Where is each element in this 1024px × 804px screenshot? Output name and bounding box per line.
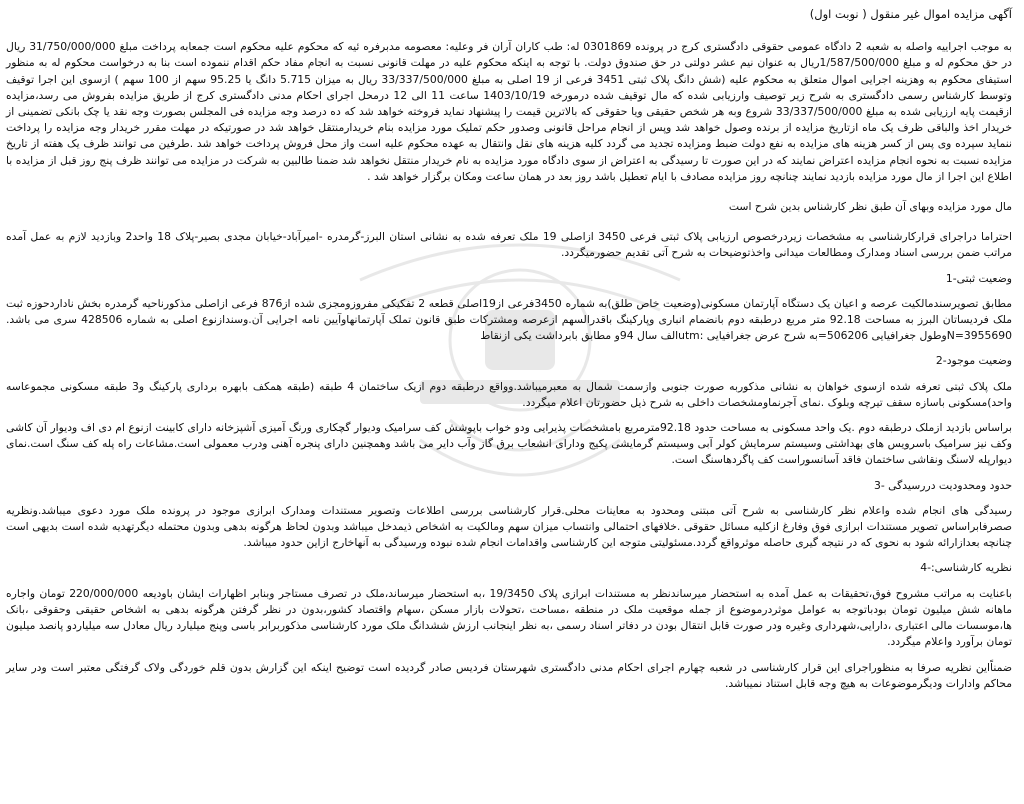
report-intro-paragraph: احتراما دراجرای قرارکارشناسی به مشخصات زیردرخصوص ارزیابی پلاک ثبتی فرعی 3450 ازاصلی 19 ملک تعرفه شده به نشانی استان البرز-گرمدره -امیرآباد-خیابان مجدی بصیر-پلاک 18 واحد2 وبازدید لازم به عمل آمده مراتب ضمن بررسی اسناد ومدارک ومطالعات میدانی واخذتوضیحات به شرح آتی تقدیم حضورمیگردد. <box>6 230 1012 260</box>
section-heading-expert-opinion: نظریه کارشناسی:-4 <box>920 561 1012 575</box>
intro-paragraph: به موجب اجراییه واصله به شعبه 2 دادگاه عمومی حقوقی دادگستری کرج در پرونده 0301869 له: طب کاران آران فر وعلیه: معصومه مدبرفره ئیه که محکوم علیه محکوم است جمعابه پرداخت مبلغ 31/750/000/000 ریال در حق محکوم له و مبلغ 1/587/500/000ریال به عنوان نیم عشر دولتی در حق صندوق دولت. با توجه به اینکه محکوم علیه در مهلت قانونی نسبت به انجام مفاد حکم اقدام ننموده است بنا به درخواست محکوم له به منظور استیفای محکوم به وهزینه اجرایی اموال متعلق به محکوم علیه (شش دانگ پلاک ثبتی 3451 فرعی از 19 اصلی به مبلغ 33/337/500/000 ریال به میزان 5.715 دانگ یا 95.25 سهم از 100 سهم ) ازسوی این اجرا توقیف وتوسط کارشناس رسمی دادگستری به شرح زیر توصیف وارزیابی شده که مال توقیف شده درمورخه 1403/10/19 ساعت 11 الی 12 درمحل اجرای احکام مدنی دادگستری کرج از طریق مزایده بفروش می رسد،مزایده ازقیمت پایه ارزیابی شده به مبلغ 33/337/500/000 شروع وبه هر شخص حقیقی ویا حقوقی که بالاترین قیمت را پیشنهاد نماید فروخته خواهد شد که ده درصد وجه مزایده فی المجلس بصورت وجه نقد یا چک بانکی تضمینی از خریدار اخذ والباقی ظرف یک ماه ازتاریخ مزایده از برنده وصول خواهد شد وپس از انجام مراحل قانونی وصدور حکم تملیک مورد مزایده بنام خریدارمنتقل خواهد شد در صورتیکه در مهلت مقرر خریدار وجه مزایده را پرداخت ننماید سپرده وی پس از کسر هزینه های مزایده به نفع دولت ضبط ومزایده تجدید می گردد کلیه هزینه های نقل وانتقال به عهده محکوم علیه است واز محل فروش پرداخت خواهد شد .طرفین می توانند ظرف یک هفته از تاریخ مزایده نسبت به نحوه انجام مزایده اعتراض نمایند که در این صورت تا رسیدگی به اعتراض از سوی دادگاه مورد مزایده به نام خریدار منتقل نخواهد شد ضمنا طالبین به شرکت در مزایده می توانند ظرف پنج روز قبل از مزایده با اطلاع این اجرا از مال مورد مزایده بازدید نمایند چنانچه روز مزایده مصادف با ایام تعطیل باشد روز بعد در همان ساعت ومکان برگزار خواهد شد . <box>6 40 1012 183</box>
section-heading-current-status: وضعیت موجود-2 <box>935 354 1012 368</box>
document-title: آگهی مزایده اموال غیر منقول ( نوبت اول) <box>809 7 1012 21</box>
items-heading: مال مورد مزایده وبهای آن طبق نظر کارشناس بدین شرح است <box>728 200 1012 214</box>
section-paragraph-current-status: ملک پلاک ثبتی تعرفه شده ازسوی خواهان به نشانی مذکوربه صورت جنوبی وازسمت شمال به معبرمیباشد.وواقع درطبقه دوم ازیک ساختمان 4 طبقه (طبقه همکف بابهره برداری پارکینگ و3 طبقه مسکونی مجموعاسه واحد)مسکونی باسازه سقف تیرچه وبلوک .نمای آجرنماومشخصات داخلی به شرح ذیل حضورتان اعلام میگردد. <box>6 379 1012 409</box>
section-paragraph-inspection: براساس بازدید ازملک درطبقه دوم .یک واحد مسکونی به مساحت حدود 92.18مترمربع بامشخصات پذیرایی ودو خواب باپوشش کف سرامیک ودیوار گچکاری ورنگ آمیزی آشپزخانه دارای کابینت ازنوع ام دی اف ودیوار آن کاشی وکف نیز سرامیک باسرویس های بهداشتی وسیستم سرمایش کولر آبی وسیستم گرمایشی پکیج ودارای انشعاب برق گاز وآب دایر می باشد وهمچنین دارای پنجره آهنی ودرب معمولی است.مشاعات راه پله کف سنگ است.نمای دیوارپله لاسنگ ونقاشی ساختمان فاقد آسانسوراست کف پاگردهاسنگ است. <box>6 421 1012 467</box>
section-paragraph-validity-note: ضمناًاین نظریه صرفا به منظوراجرای این قرار کارشناسی در شعبه چهارم اجرای احکام مدنی دادگستری شهرستان فردیس صادر گردیده است توضیح اینکه این گزارش بدون قلم خوردگی ولاک گرفتگی معتبر است ودر سایر محاکم وادارات ودیگرموضوعات به هیچ وجه قابل استناد نمیباشد. <box>6 660 1012 690</box>
section-paragraph-registration: مطابق تصویرسندمالکیت عرصه و اعیان یک دستگاه آپارتمان مسکونی(وضعیت خاص طلق)به شماره 3450فرعی از19اصلی قطعه 2 تفکیکی مفروزومجزی شده از876 فرعی ازاصلی مذکورناحیه گرمدره بخش ناداردحوزه ثبت ملک فردیساتان البرز به مساحت 92.18 متر مربع درطبقه دوم بانضمام انباری وپارکینگ باقدرالسهم ازعرصه ومشترکات طبق قانون تملک آپارتمانهاوآیین نامه اجرایی آن.وسندازنوع اصلی به شماره 428506 سری می باشد. N=3955690وطول جغرافیایی 506206=به شرح عرض جغرافیایی :utmالف سال 94و مطابق بابرداشت یکی ازنقاط <box>6 296 1013 343</box>
section-paragraph-expert-opinion: باعنایت به مراتب مشروح فوق،تحقیقات به عمل آمده به استحضار میرساندنظر به مستندات ابرازی پلاک 19/3450 ،به استحضار میرساند،ملک در تصرف مستاجر وبنابر اظهارات ایشان باودیعه 220/000/000 تومان واجاره ماهانه شش میلیون تومان بودباتوجه به عوامل موثردرموضوع از جمله موقعیت ملک در منطقه ،مساحت ،تحولات بازار مسکن ،سهام واقتصاد کشور،بدون در نظر گرفتن هرگونه بدهی به اشخاص حقیقی وحقوقی ،بانک ها،موسسات مالی اعتباری ،دارایی،شهرداری وغیره ودر صورت قابل انتقال بودن در دفاتر اسناد رسمی ،به نظر اینجانب ارزش ششدانگ ملک مورد کارشناسی مذکوربرابر باسی وپنج میلیارد ریال معادل سه میلیاردو پانصد میلیون تومان برآورد واعلام میگردد. <box>6 586 1013 649</box>
section-paragraph-limitations: رسیدگی های انجام شده واعلام نظر کارشناسی به شرح آتی مبتنی ومحدود به معاینات محلی.قرار کارشناسی بررسی اطلاعات وتصویر مستندات ومدارک ابرازی موجود در پرونده ملک مورد دعوی میباشد.ونظریه صصرفابراساس تصویر مستندات ابرازی فوق وفارغ ازکلیه مسائل حقوقی .خلافهای احتمالی وانتساب میزان سهم ومالکیت به اشخاص ذیمدخل میباشد وبدون لحاظ هرگونه بدهی وبدون محتمله دیگرتهدیه شده است بدیهی است چنانچه بعدازارائه شود به نحوی که در نتیجه گیری حاصله موثرواقع گردد.مسئولیتی متوجه این کارشناسی واقدامات انجام شده نبوده ورسیدگی به آنهاخارج ازاین حدود میباشد. <box>6 503 1012 550</box>
section-heading-registration: وضعیت ثبتی-1 <box>945 271 1012 285</box>
auction-notice-document <box>6 6 1012 798</box>
section-heading-limitations: حدود ومحدودیت دررسیدگی -3 <box>873 478 1012 492</box>
